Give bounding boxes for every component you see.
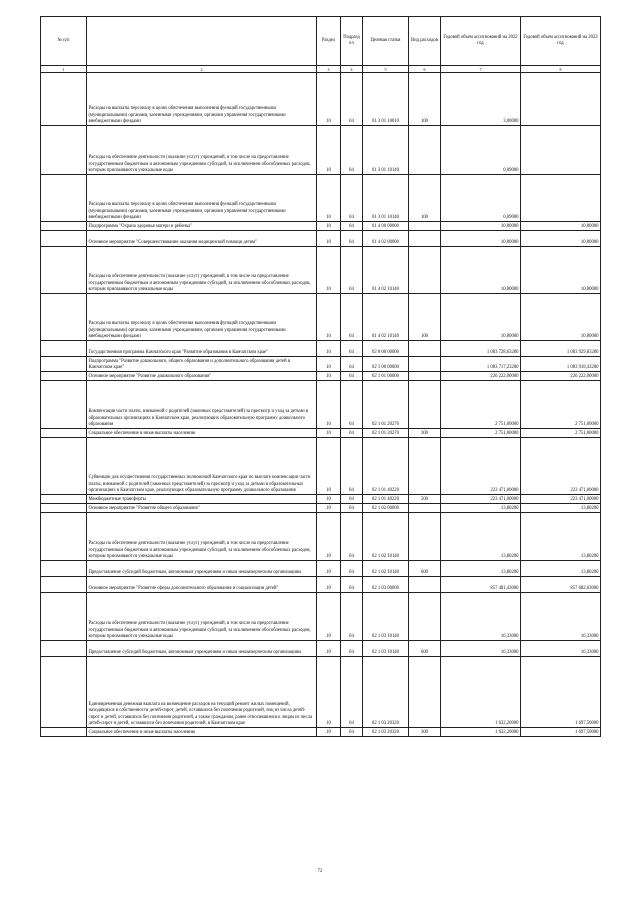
- row-vid-rashodov: [409, 513, 441, 561]
- row-razdel: 10: [317, 126, 341, 175]
- row-vid-rashodov: 500: [409, 495, 441, 504]
- row-amount-2023: 226 222,00000: [521, 372, 601, 381]
- row-razdel: 10: [317, 438, 341, 495]
- row-amount-2022: 1 083 717,23200: [441, 357, 521, 372]
- header-vid: Вид расходов: [409, 17, 441, 66]
- table-row: [41, 504, 601, 513]
- row-amount-2022: 1 632,20000: [441, 657, 521, 728]
- row-vid-rashodov: [409, 657, 441, 728]
- row-num: [41, 126, 87, 175]
- row-num: [41, 231, 87, 247]
- row-vid-rashodov: [409, 504, 441, 513]
- row-razdel: 10: [317, 73, 341, 126]
- row-vid-rashodov: [409, 247, 441, 294]
- row-razdel: 10: [317, 357, 341, 372]
- row-amount-2023: 13,80200: [521, 561, 601, 577]
- row-celevaya-statya: 01 4 02 00000: [363, 231, 409, 247]
- table-row: [41, 728, 601, 737]
- table-body: [41, 73, 601, 737]
- row-vid-rashodov: [409, 357, 441, 372]
- table-row: [41, 561, 601, 577]
- row-amount-2022: 223 471,00000: [441, 438, 521, 495]
- row-podrazdel: 04: [341, 341, 363, 357]
- row-celevaya-statya: 02 1 03 00000: [363, 577, 409, 593]
- header-name: [87, 17, 317, 66]
- row-celevaya-statya: 01 4 02 10140: [363, 294, 409, 341]
- row-num: [41, 372, 87, 381]
- row-celevaya-statya: 01 4 00 00000: [363, 222, 409, 231]
- row-razdel: 10: [317, 593, 341, 641]
- row-razdel: 10: [317, 381, 341, 429]
- document-page: [40, 16, 600, 737]
- row-podrazdel: 04: [341, 175, 363, 222]
- row-num: [41, 381, 87, 429]
- table-row: [41, 381, 601, 429]
- row-celevaya-statya: 02 1 03 20320: [363, 728, 409, 737]
- row-num: [41, 728, 87, 737]
- row-podrazdel: 04: [341, 593, 363, 641]
- row-podrazdel: 04: [341, 222, 363, 231]
- column-number: 5: [363, 66, 409, 73]
- row-razdel: 10: [317, 657, 341, 728]
- header-podrazdel: Подраздел: [341, 17, 363, 66]
- table-row: [41, 222, 601, 231]
- row-num: [41, 73, 87, 126]
- row-amount-2023: 1 697,50000: [521, 728, 601, 737]
- header-2022: Годовой объем ассигнований на 2022 год: [441, 17, 521, 66]
- row-num: [41, 561, 87, 577]
- row-razdel: 10: [317, 728, 341, 737]
- row-name: Расходы на выплаты персоналу в целях обеспечения выполнения функций государственными (муниципальными) органами, казенными учреждениями, органами управления государственными внебюджетными фондами: [87, 73, 317, 126]
- table-row: [41, 429, 601, 438]
- header-celevaya: Целевая статья: [363, 17, 409, 66]
- row-amount-2022: 10,80000: [441, 294, 521, 341]
- row-podrazdel: 04: [341, 73, 363, 126]
- row-podrazdel: 04: [341, 577, 363, 593]
- row-amount-2022: 2 751,00000: [441, 381, 521, 429]
- table-row: [41, 438, 601, 495]
- row-name: Расходы на выплаты персоналу в целях обеспечения выполнения функций государственными (муниципальными) органами, казенными учреждениями, органами управления государственными внебюджетными фондами: [87, 175, 317, 222]
- table-row: [41, 577, 601, 593]
- row-razdel: 10: [317, 294, 341, 341]
- row-num: [41, 429, 87, 438]
- row-amount-2023: [521, 175, 601, 222]
- row-razdel: 10: [317, 513, 341, 561]
- row-num: [41, 247, 87, 294]
- row-razdel: 10: [317, 175, 341, 222]
- row-amount-2022: 10,80000: [441, 231, 521, 247]
- row-vid-rashodov: 100: [409, 73, 441, 126]
- row-num: [41, 438, 87, 495]
- row-amount-2023: 10,80000: [521, 294, 601, 341]
- row-vid-rashodov: [409, 341, 441, 357]
- row-name: Межбюджетные трансферты: [87, 495, 317, 504]
- row-vid-rashodov: [409, 231, 441, 247]
- row-podrazdel: 04: [341, 247, 363, 294]
- table-row: [41, 175, 601, 222]
- column-number: 8: [521, 66, 601, 73]
- row-podrazdel: 04: [341, 513, 363, 561]
- row-amount-2022: 13,80200: [441, 513, 521, 561]
- row-num: [41, 641, 87, 657]
- row-amount-2023: 1 083 929,83200: [521, 341, 601, 357]
- page-number: 72: [317, 869, 323, 874]
- column-number: 2: [87, 66, 317, 73]
- row-razdel: 10: [317, 577, 341, 593]
- header-num: № п/п: [41, 17, 87, 66]
- row-podrazdel: 04: [341, 429, 363, 438]
- row-razdel: 10: [317, 495, 341, 504]
- row-amount-2022: 16,33000: [441, 641, 521, 657]
- row-num: [41, 513, 87, 561]
- row-celevaya-statya: 02 1 03 10140: [363, 641, 409, 657]
- row-name: Предоставление субсидий бюджетным, автономным учреждениям и иным некоммерческим организациям: [87, 641, 317, 657]
- table-header-row: [41, 17, 601, 66]
- row-name: Расходы на обеспечение деятельности (оказание услуг) учреждений, в том числе на предоставление государственным бюджетным и автономным учреждениям субсидий, за исключением обособленных расходов, которым присваиваются уникальные коды: [87, 593, 317, 641]
- row-amount-2022: 1 632,20000: [441, 728, 521, 737]
- row-celevaya-statya: 02 1 03 20320: [363, 657, 409, 728]
- row-celevaya-statya: 02 1 02 10140: [363, 513, 409, 561]
- row-amount-2023: 10,80000: [521, 231, 601, 247]
- row-amount-2022: 13,80200: [441, 504, 521, 513]
- table-row: [41, 641, 601, 657]
- row-celevaya-statya: 01 3 01 10140: [363, 175, 409, 222]
- row-amount-2023: 223 471,00000: [521, 438, 601, 495]
- row-podrazdel: 04: [341, 372, 363, 381]
- table-row: [41, 513, 601, 561]
- row-razdel: 10: [317, 504, 341, 513]
- row-amount-2022: 857 481,43000: [441, 577, 521, 593]
- row-podrazdel: 04: [341, 381, 363, 429]
- row-podrazdel: 04: [341, 728, 363, 737]
- row-razdel: 10: [317, 222, 341, 231]
- row-razdel: 10: [317, 372, 341, 381]
- row-amount-2022: 226 222,00000: [441, 372, 521, 381]
- row-podrazdel: 04: [341, 504, 363, 513]
- row-vid-rashodov: 100: [409, 294, 441, 341]
- row-celevaya-statya: 02 0 00 00000: [363, 341, 409, 357]
- row-celevaya-statya: 02 1 01 40220: [363, 495, 409, 504]
- row-podrazdel: 04: [341, 657, 363, 728]
- row-amount-2023: [521, 126, 601, 175]
- row-num: [41, 357, 87, 372]
- row-name: Компенсация части платы, взимаемой с родителей (законных представителей) за присмотр и уход за детьми в образовательных организациях в Камчатском крае, реализующих образовательную программу дошкольного образования: [87, 381, 317, 429]
- row-amount-2022: 10,80000: [441, 222, 521, 231]
- row-razdel: 10: [317, 429, 341, 438]
- row-num: [41, 593, 87, 641]
- row-name: Субвенции для осуществления государственных полномочий Камчатского края по выплате компенсации части платы, взимаемой с родителей (законных представителей) за присмотр и уход за детьми в образовательных организациях в Камчатском крае, реализующих образовательную программу дошкольного образования: [87, 438, 317, 495]
- row-celevaya-statya: 02 1 01 20270: [363, 429, 409, 438]
- row-celevaya-statya: 01 3 01 10140: [363, 126, 409, 175]
- row-podrazdel: 04: [341, 495, 363, 504]
- column-number: 4: [341, 66, 363, 73]
- row-name: Расходы на обеспечение деятельности (оказание услуг) учреждений, в том числе на предоставление государственным бюджетным и автономным учреждениям субсидий, за исключением обособленных расходов, которым присваиваются уникальные коды: [87, 513, 317, 561]
- table-row: [41, 294, 601, 341]
- row-amount-2023: 10,80000: [521, 222, 601, 231]
- row-amount-2023: 857 682,63000: [521, 577, 601, 593]
- table-row: [41, 341, 601, 357]
- row-num: [41, 504, 87, 513]
- row-name: Социальное обеспечение и иные выплаты населению: [87, 429, 317, 438]
- row-amount-2023: 13,80200: [521, 513, 601, 561]
- row-celevaya-statya: 02 1 01 40220: [363, 438, 409, 495]
- row-name: Единовременная денежная выплата на возмещение расходов на текущий ремонт жилых помещений, находящихся в собственности детей-сирот, детей, оставшихся без попечения родителей, лиц из числа детей-сирот и детей, оставшихся без попечения родителей, а также гражданам, ранее относившимся к лицам из числа детей-сирот и детей, оставшихся без попечения родителей, в Камчатском крае: [87, 657, 317, 728]
- row-celevaya-statya: 02 1 02 10140: [363, 561, 409, 577]
- row-vid-rashodov: 100: [409, 175, 441, 222]
- row-num: [41, 657, 87, 728]
- row-amount-2023: 13,80200: [521, 504, 601, 513]
- row-name: Подпрограмма "Охрана здоровья матери и ребенка": [87, 222, 317, 231]
- row-amount-2023: 1 083 918,43200: [521, 357, 601, 372]
- row-podrazdel: 04: [341, 357, 363, 372]
- row-vid-rashodov: 600: [409, 641, 441, 657]
- row-podrazdel: 04: [341, 231, 363, 247]
- row-podrazdel: 04: [341, 641, 363, 657]
- row-amount-2022: 10,80000: [441, 247, 521, 294]
- row-podrazdel: 04: [341, 294, 363, 341]
- column-number: 1: [41, 66, 87, 73]
- table-row: [41, 126, 601, 175]
- row-vid-rashodov: [409, 593, 441, 641]
- row-razdel: 10: [317, 247, 341, 294]
- row-amount-2023: [521, 73, 601, 126]
- row-razdel: 10: [317, 341, 341, 357]
- row-celevaya-statya: 01 3 01 10010: [363, 73, 409, 126]
- row-name: Расходы на обеспечение деятельности (оказание услуг) учреждений, в том числе на предоставление государственным бюджетным и автономным учреждениям субсидий, за исключением обособленных расходов, которым присваиваются уникальные коды: [87, 247, 317, 294]
- header-razdel: Раздел: [317, 17, 341, 66]
- row-celevaya-statya: 02 1 00 00000: [363, 357, 409, 372]
- column-number: 7: [441, 66, 521, 73]
- table-row: [41, 73, 601, 126]
- row-name: Основное мероприятие "Развитие дошкольного образования": [87, 372, 317, 381]
- row-celevaya-statya: 01 4 02 10140: [363, 247, 409, 294]
- row-vid-rashodov: [409, 577, 441, 593]
- row-name: Основное мероприятие "Развитие общего образования": [87, 504, 317, 513]
- row-vid-rashodov: 600: [409, 561, 441, 577]
- row-celevaya-statya: 02 1 02 00000: [363, 504, 409, 513]
- row-amount-2023: 1 697,50000: [521, 657, 601, 728]
- row-name: Предоставление субсидий бюджетным, автономным учреждениям и иным некоммерческим организациям: [87, 561, 317, 577]
- row-name: Государственная программа Камчатского края "Развитие образования в Камчатском крае": [87, 341, 317, 357]
- row-num: [41, 577, 87, 593]
- row-vid-rashodov: [409, 381, 441, 429]
- table-row: [41, 357, 601, 372]
- row-num: [41, 222, 87, 231]
- column-number: 3: [317, 66, 341, 73]
- row-podrazdel: 04: [341, 561, 363, 577]
- table-row: [41, 247, 601, 294]
- row-amount-2022: 0,09000: [441, 175, 521, 222]
- row-amount-2022: 3,00000: [441, 73, 521, 126]
- row-num: [41, 175, 87, 222]
- table-row: [41, 593, 601, 641]
- row-amount-2023: 16,33000: [521, 641, 601, 657]
- row-amount-2023: 16,33000: [521, 593, 601, 641]
- row-amount-2023: 2 751,00000: [521, 381, 601, 429]
- row-vid-rashodov: [409, 222, 441, 231]
- row-podrazdel: 04: [341, 126, 363, 175]
- table-row: [41, 495, 601, 504]
- row-num: [41, 495, 87, 504]
- column-number-row: [41, 66, 601, 73]
- table-row: [41, 372, 601, 381]
- row-name: Основное мероприятие "Развитие сферы дополнительного образования и социализации детей": [87, 577, 317, 593]
- row-amount-2023: 223 471,00000: [521, 495, 601, 504]
- row-name: Подпрограмма "Развитие дошкольного, общего образования и дополнительного образования детей в Камчатском крае": [87, 357, 317, 372]
- row-razdel: 10: [317, 561, 341, 577]
- row-name: Расходы на выплаты персоналу в целях обеспечения выполнения функций государственными (муниципальными) органами, казенными учреждениями, органами управления государственными внебюджетными фондами: [87, 294, 317, 341]
- row-amount-2023: 2 751,00000: [521, 429, 601, 438]
- column-number: 6: [409, 66, 441, 73]
- budget-table: [40, 16, 601, 737]
- row-vid-rashodov: 300: [409, 728, 441, 737]
- table-row: [41, 657, 601, 728]
- header-2023: Годовой объем ассигнований на 2023 год: [521, 17, 601, 66]
- row-num: [41, 294, 87, 341]
- row-amount-2022: 16,33000: [441, 593, 521, 641]
- row-amount-2023: 10,80000: [521, 247, 601, 294]
- row-amount-2022: 1 083 728,63200: [441, 341, 521, 357]
- row-name: Социальное обеспечение и иные выплаты населению: [87, 728, 317, 737]
- row-vid-rashodov: [409, 372, 441, 381]
- row-name: Расходы на обеспечение деятельности (оказание услуг) учреждений, в том числе на предоставление государственным бюджетным и автономным учреждениям субсидий, за исключением обособленных расходов, которым присваиваются уникальные коды: [87, 126, 317, 175]
- row-vid-rashodov: [409, 438, 441, 495]
- row-razdel: 10: [317, 641, 341, 657]
- row-celevaya-statya: 02 1 01 00000: [363, 372, 409, 381]
- row-vid-rashodov: [409, 126, 441, 175]
- row-celevaya-statya: 02 1 01 20270: [363, 381, 409, 429]
- row-amount-2022: 223 471,00000: [441, 495, 521, 504]
- row-amount-2022: 0,09000: [441, 126, 521, 175]
- row-razdel: 10: [317, 231, 341, 247]
- row-amount-2022: 13,80200: [441, 561, 521, 577]
- row-celevaya-statya: 02 1 03 10140: [363, 593, 409, 641]
- row-amount-2022: 2 751,00000: [441, 429, 521, 438]
- row-name: Основное мероприятие "Совершенствование оказания медицинской помощи детям": [87, 231, 317, 247]
- row-vid-rashodov: 300: [409, 429, 441, 438]
- row-num: [41, 341, 87, 357]
- row-podrazdel: 04: [341, 438, 363, 495]
- table-row: [41, 231, 601, 247]
